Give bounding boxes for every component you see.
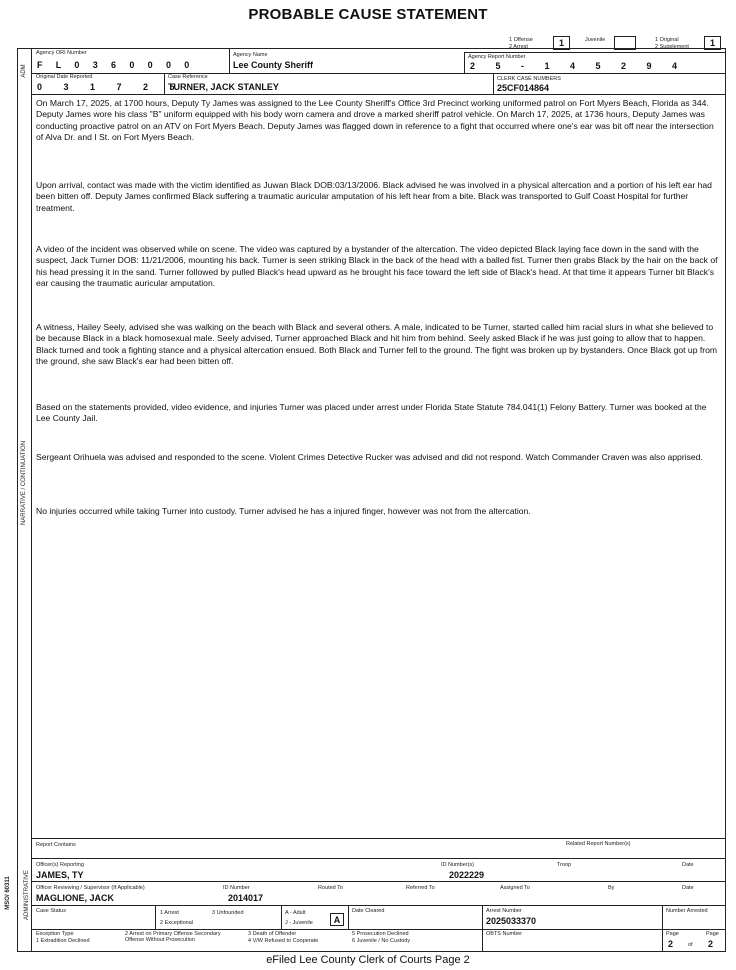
offense-box: 1 — [553, 36, 570, 50]
report-number-value: 2 5 - 1 4 5 2 9 4 — [470, 61, 687, 71]
arrest-label: 2 Arrest — [509, 44, 528, 50]
narrative-paragraph-5: Based on the statements provided, video evidence, and injuries Turner was placed under arrest under Florida State Statute 784.041(1) Felony Battery. Turner was booked at the Lee County Jail. — [36, 402, 707, 424]
admin-top-divider — [31, 838, 726, 839]
narrative-paragraph-3: A video of the incident was observed while on scene. The video was captured by a bystander of the altercation. The video depicted Black laying face down in the sand with the suspect, Jack Turner DOB: 11/21/2006, mounting his back. Turner is seen striking Black in the back of the head with a balled fist. Turner then grabs Black by the hair on the back of his head pressing it in the sand. Turner followed by pulled Black's head upward as he brought his face toward the left side of Black's head. At that time it appears Turner bit Black's ear causing the traumatic auricular amputation. — [36, 244, 718, 288]
status-arrest: 1 Arrest — [160, 910, 179, 916]
case-ref-value: TURNER, JACK STANLEY — [168, 82, 279, 92]
reviewer-label: Officer Reviewing / Supervisor (If Applicable) — [36, 885, 145, 891]
exception-vw-refused: 4 V/W Refused to Cooperate — [248, 938, 319, 944]
referred-label: Referred To — [406, 885, 435, 891]
adult-label: A - Adult — [285, 910, 306, 916]
reviewer-value: MAGLIONE, JACK — [36, 893, 115, 903]
efiled-footer: eFiled Lee County Clerk of Courts Page 2 — [266, 954, 470, 966]
header-bottom-divider — [31, 94, 726, 95]
routed-label: Routed To — [318, 885, 343, 891]
date-reported-value: 0 3 1 7 2 5 — [37, 82, 185, 92]
sidebar-divider — [31, 48, 32, 952]
id-numbers-label: ID Number(s) — [441, 862, 475, 868]
narrative-paragraph-7: No injuries occurred while taking Turner into custody. Turner advised he has a injured finger, however was not from the altercation. — [36, 506, 531, 516]
related-report-label: Related Report Number(s) — [566, 841, 631, 847]
admin-row-2 — [31, 881, 726, 882]
sidebar-adm: ADM — [21, 64, 27, 78]
narrative-paragraph-6: Sergeant Orihuela was advised and responded to the scene. Violent Crimes Detective Rucker was advised and did not respond. Watch Commander Craven was also apprised. — [36, 452, 703, 462]
number-arrested-label: Number Arrested — [666, 908, 708, 914]
col-divider-1 — [229, 48, 230, 73]
date-cleared-label: Date Cleared — [352, 908, 385, 914]
form-number: MSO/ 60311 — [5, 876, 11, 910]
arrest-number-value: 2025033370 — [486, 916, 537, 926]
exception-type-label: Exception Type — [36, 931, 74, 937]
date-label-1: Date — [682, 862, 694, 868]
agency-name-value: Lee County Sheriff — [233, 60, 314, 70]
case-status-label: Case Status — [36, 908, 66, 914]
status-divider-4 — [482, 905, 483, 952]
page-total: 2 — [708, 939, 714, 949]
assigned-label: Assigned To — [500, 885, 530, 891]
status-unfounded: 3 Unfounded — [212, 910, 244, 916]
page-label: Page — [666, 931, 679, 937]
juvenile-label: Juvenile — [585, 37, 606, 43]
supplement-label: 2 Supplement — [655, 44, 689, 50]
case-ref-label: Case Reference — [168, 74, 208, 80]
col-divider-4 — [493, 73, 494, 94]
admin-row-1 — [31, 858, 726, 859]
arrest-number-label: Arrest Number — [486, 908, 522, 914]
obts-label: OBTS Number — [486, 931, 523, 937]
reviewer-id-value: 2014017 — [228, 893, 264, 903]
original-label: 1 Original — [655, 37, 679, 43]
report-contains-label: Report Contains — [36, 842, 76, 848]
admin-row-3 — [31, 905, 726, 906]
report-number-top — [464, 52, 726, 53]
clerk-label: CLERK CASE NUMBERS — [497, 76, 561, 82]
juvenile-status-label: J - Juvenile — [285, 920, 313, 926]
exception-juvenile: 6 Juvenile / No Custody — [352, 938, 411, 944]
exception-primary-offense: 2 Arrest on Primary Offense Secondary Offense Without Prosecution — [125, 931, 221, 943]
document-title: PROBABLE CAUSE STATEMENT — [248, 6, 488, 23]
status-divider-2 — [281, 905, 282, 929]
narrative-paragraph-4: A witness, Hailey Seely, advised she was walking on the beach with Black and several others. A male, indicated to be Turner, started called him racial slurs in what she believed to be because Black in a black homosexual male. Seely advised, Turner approached Black and hit him from behind. Seely asked Black if he was just going to allow that to happen. Black turned and took a fighting stance and a physical altercation ensued. Both Black and Turner fell to the ground. The fight was broken up by bystanders. Once Black got up from the ground, she saw Black's ear had been bitten off. — [36, 322, 718, 366]
narrative-paragraph-2: Upon arrival, contact was made with the victim identified as Juwan Black DOB:03/13/2006. Black advised he was involved in a physical altercation and a portion of his left ear had been bitten off. Deputy James confirmed Black suffering a traumatic auricular amputation of his left hear from a bite. Black was transported to Gulf Coast Hospital for further treatment. — [36, 180, 712, 213]
admin-row-4 — [31, 929, 726, 930]
status-divider-1 — [155, 905, 156, 929]
col-divider-2 — [464, 52, 465, 73]
exception-extradition: 1 Extradition Declined — [36, 938, 90, 944]
sidebar-administrative: ADMINISTRATIVE — [24, 870, 30, 920]
offense-label: 1 Offense — [509, 37, 533, 43]
status-divider-3 — [348, 905, 349, 929]
by-label: By — [608, 885, 615, 891]
clerk-value: 25CF014864 — [497, 83, 550, 93]
exception-prosecution: 5 Prosecution Declined — [352, 931, 409, 937]
reviewer-id-label: ID Number — [223, 885, 250, 891]
id-numbers-value: 2022229 — [449, 870, 485, 880]
report-number-label: Agency Report Number — [468, 54, 526, 60]
troop-label: Troop — [557, 862, 572, 868]
status-divider-5 — [662, 905, 663, 952]
header-row-divider — [31, 73, 726, 74]
narrative-paragraph-1: On March 17, 2025, at 1700 hours, Deputy Ty James was assigned to the Lee County Sheriff's Office 3rd Precinct working uniformed patrol on Fort Myers Beach, Florida as 344. Deputy James wore his class "B" uniform equipped with his body worn camera and drove a marked sheriff patrol vehicle. On March 17, 2025, at 1736 hours, Deputy James was conducting proactive patrol on an ATV on Fort Myers Beach. Deputy James was flagged down in reference to a fight that occurred where one's ear was bit off near the intersection of Alva Dr. and I St. on Fort Myers Beach. — [36, 98, 714, 142]
status-exceptional: 2 Exceptional — [160, 920, 194, 926]
date-reported-label: Original Date Reported — [36, 74, 93, 80]
officer-value: JAMES, TY — [36, 870, 84, 880]
page-of-label: Page — [706, 931, 719, 937]
officer-label: Officer(s) Reporting — [36, 862, 84, 868]
adult-juvenile-box: A — [330, 913, 344, 926]
date-label-2: Date — [682, 885, 694, 891]
of-label: of — [688, 942, 693, 948]
exception-death: 3 Death of Offender — [248, 931, 297, 937]
agency-name-label: Agency Name — [233, 52, 268, 58]
sidebar-narrative: NARRATIVE / CONTINUATION — [21, 440, 27, 526]
ori-label: Agency ORI Number — [36, 50, 87, 56]
ori-value: F L 0 3 6 0 0 0 0 — [37, 60, 195, 70]
page-number: 2 — [668, 939, 674, 949]
original-box: 1 — [704, 36, 721, 50]
